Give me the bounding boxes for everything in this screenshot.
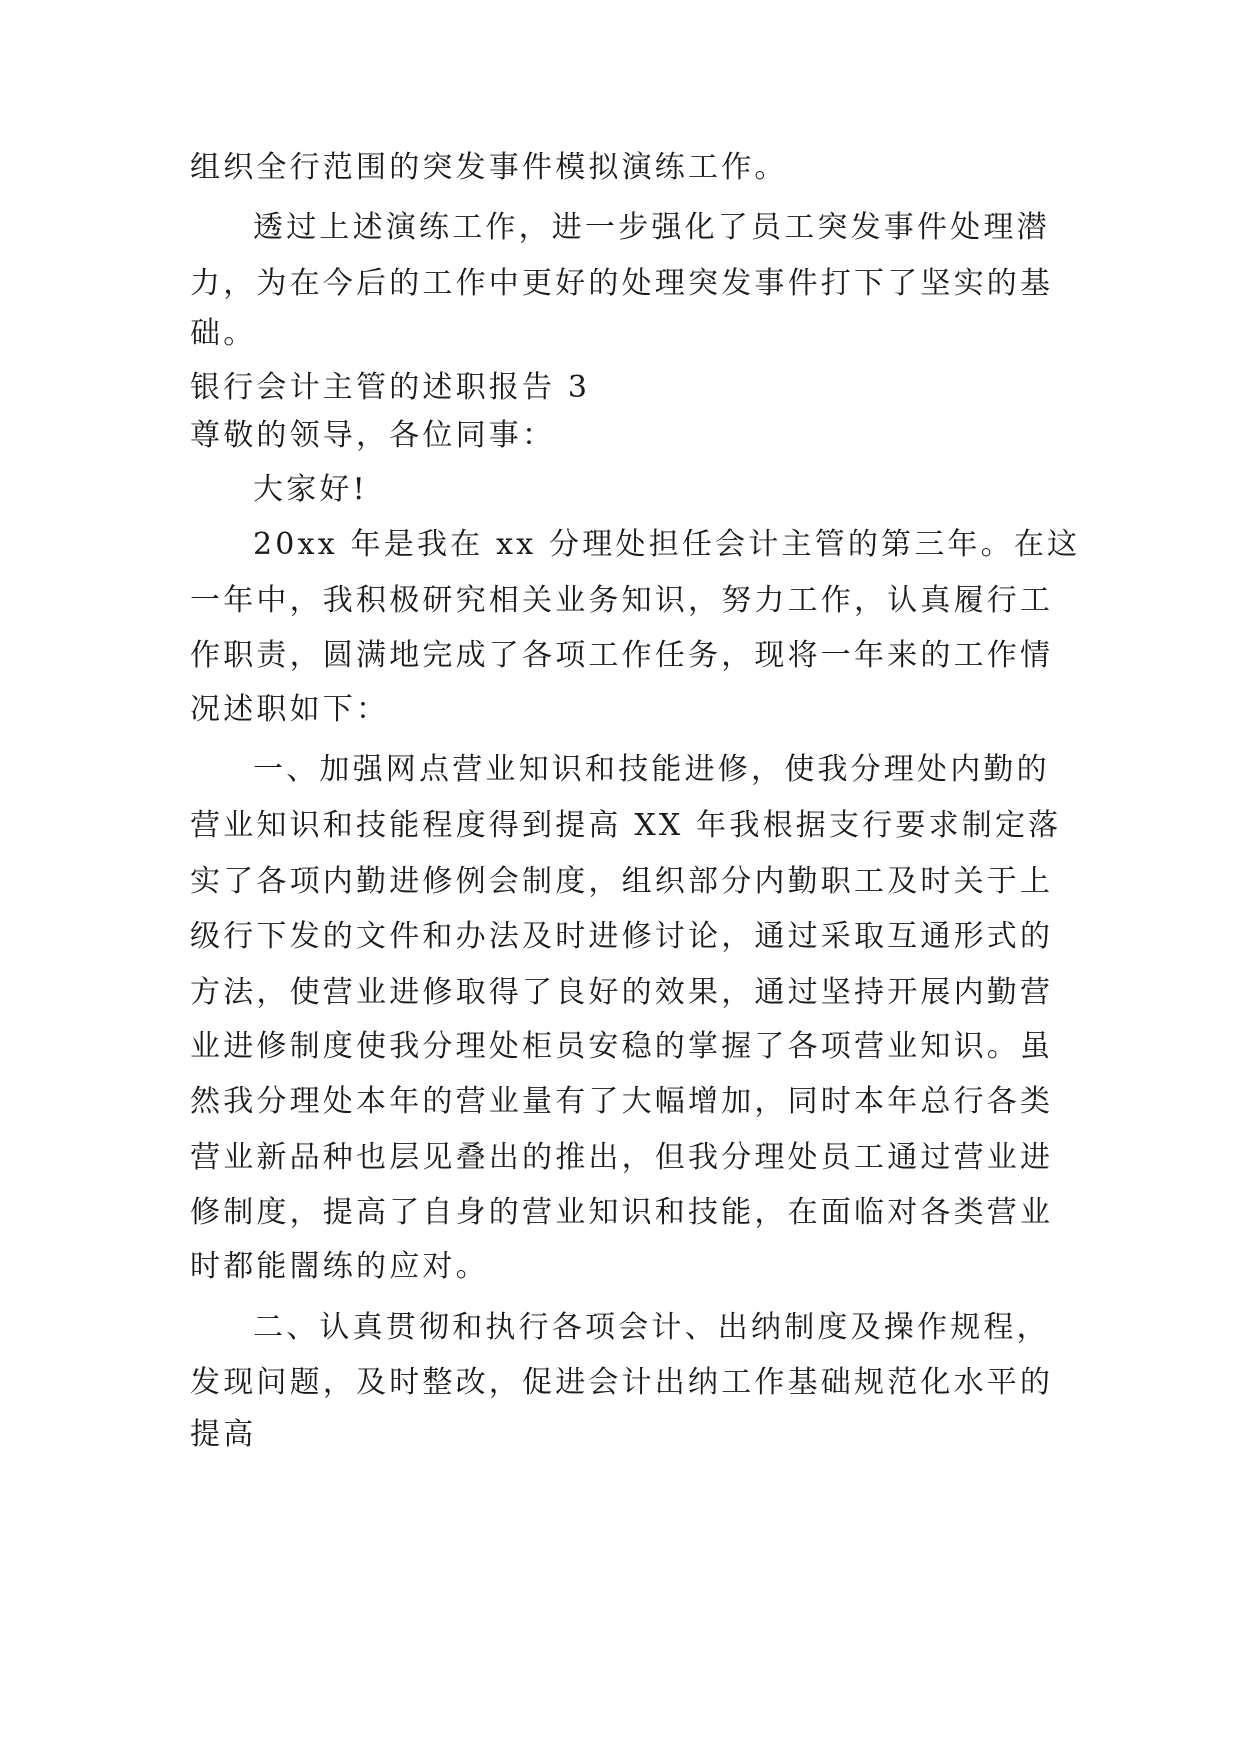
section-heading: 银行会计主管的述职报告 3 [190,370,591,405]
text-line: 级行下发的文件和办法及时进修讨论，通过采取互通形式的 [190,919,1054,954]
text-line: 二、认真贯彻和执行各项会计、出纳制度及操作规程， [253,1310,1050,1345]
text-line: 提高 [190,1417,257,1452]
text-line: 营业新品种也层见叠出的推出，但我分理处员工通过营业进 [190,1140,1054,1175]
text-line: 时都能闇练的应对。 [190,1249,489,1284]
text-line: 一、加强网点营业知识和技能进修，使我分理处内勤的 [253,752,1050,787]
text-line: 础。 [190,316,257,351]
text-line: 然我分理处本年的营业量有了大幅增加，同时本年总行各类 [190,1084,1054,1119]
salutation: 尊敬的领导，各位同事： [190,418,556,453]
text-line: 发现问题，及时整改，促进会计出纳工作基础规范化水平的 [190,1365,1054,1400]
text-line: 组织全行范围的突发事件模拟演练工作。 [190,150,788,185]
text-line: 作职责，圆满地完成了各项工作任务，现将一年来的工作情 [190,638,1054,673]
text-line: 实了各项内勤进修例会制度，组织部分内勤职工及时关于上 [190,864,1054,899]
text-line: 业进修制度使我分理处柜员安稳的掌握了各项营业知识。虽 [190,1029,1054,1064]
text-line: 一年中，我积极研究相关业务知识，努力工作，认真履行工 [190,583,1054,618]
greeting: 大家好! [253,472,368,507]
text-line: 20xx 年是我在 xx 分理处担任会计主管的第三年。在这 [253,527,1081,562]
text-line: 修制度，提高了自身的营业知识和技能，在面临对各类营业 [190,1195,1054,1230]
text-line: 透过上述演练工作，进一步强化了员工突发事件处理潜 [253,210,1050,245]
text-line: 营业知识和技能程度得到提高 XX 年我根据支行要求制定落 [190,808,1062,843]
text-line: 方法，使营业进修取得了良好的效果，通过坚持开展内勤营 [190,975,1054,1010]
text-line: 力，为在今后的工作中更好的处理突发事件打下了坚实的基 [190,266,1054,301]
text-line: 况述职如下： [190,692,390,727]
